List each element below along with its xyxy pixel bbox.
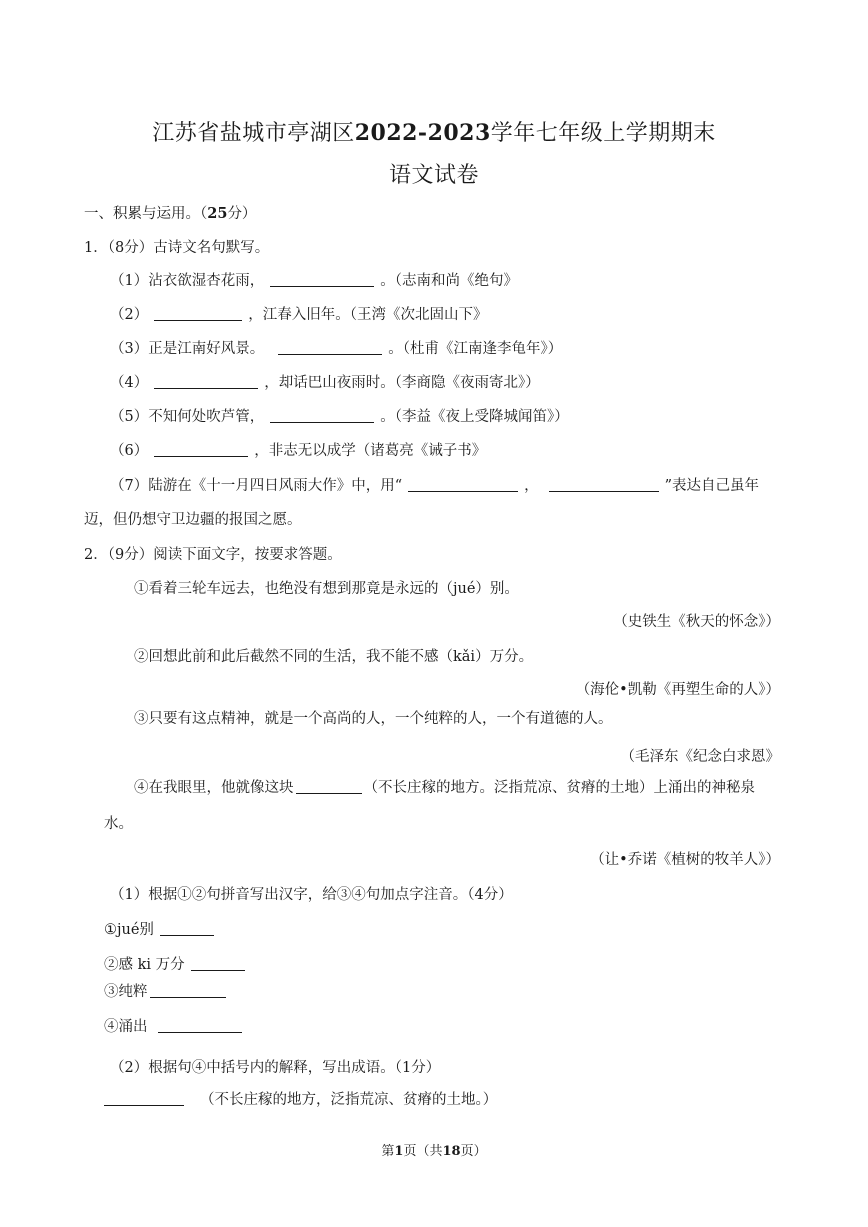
q1-item-1: [110, 271, 518, 291]
q1-item-3: [110, 339, 562, 359]
q2-answer-4-label: ④涌出: [104, 1019, 148, 1035]
q1-item-4-source: ，却话巴山夜雨时。（李商隐《夜雨寄北》）: [264, 375, 540, 391]
q2-answer-2-label: ②感 ki 万分: [104, 957, 185, 973]
answer-blank[interactable]: [191, 956, 245, 971]
answer-blank[interactable]: [158, 1018, 242, 1033]
answer-blank[interactable]: [154, 442, 248, 457]
q1-item-7: [110, 476, 759, 496]
q2-answer-4: [104, 1017, 248, 1037]
footer-text-2: 页（共: [403, 1144, 443, 1159]
q2-answer-3: [104, 982, 232, 1002]
title-suffix: 学年七年级上学期期末: [490, 121, 716, 146]
q1-item-4-text: （4）: [110, 375, 149, 391]
answer-blank[interactable]: [296, 779, 362, 794]
title-year: 2022-2023: [354, 120, 491, 146]
q2-sentence-2: ②回想此前和此后截然不同的生活，我不能不感（kǎi）万分。: [134, 649, 534, 665]
q2-answer-2: [104, 955, 251, 975]
q2-sentence-2-source: （海伦•凯勒《再塑生命的人》）: [575, 682, 780, 698]
answer-blank[interactable]: [408, 477, 518, 492]
title-prefix: 江苏省盐城市亭湖区: [152, 121, 355, 146]
section-heading-prefix: 一、积累与运用。（: [84, 206, 208, 222]
answer-blank[interactable]: [104, 1091, 184, 1106]
q1-item-1-text: （1）沾衣欲湿杏花雨，: [110, 273, 265, 289]
footer-page-number: 1: [394, 1144, 404, 1159]
answer-blank[interactable]: [160, 921, 214, 936]
answer-blank[interactable]: [278, 340, 382, 355]
q2-sub2-prompt: （2）根据句④中括号内的解释，写出成语。（1分）: [110, 1060, 441, 1076]
q2-sub2-explanation: （不长庄稼的地方，泛指荒凉、贫瘠的土地。）: [200, 1092, 498, 1108]
q2-sentence-4-continued: 水。: [104, 816, 133, 832]
q1-item-7-tail: ”表达自己虽年: [664, 478, 760, 494]
q2-sentence-3: ③只要有这点精神，就是一个高尚的人，一个纯粹的人，一个有道德的人。: [134, 711, 613, 727]
q1-item-3-source: 。（杜甫《江南逢李龟年》）: [388, 341, 563, 357]
section-heading-points: 25: [207, 205, 228, 222]
q2-answer-3-label: ③纯粹: [104, 984, 148, 1000]
q1-item-4: [110, 373, 540, 393]
answer-blank[interactable]: [150, 983, 226, 998]
q2-header: 2．（9分）阅读下面文字，按要求答题。: [84, 547, 342, 563]
answer-blank[interactable]: [270, 272, 374, 287]
q1-item-6: [110, 441, 486, 461]
q2-sentence-4-explanation: （不长庄稼的地方。泛指荒凉、贫瘠的土地）上涌出的神秘泉: [363, 780, 755, 796]
q1-item-2-source: ，江春入旧年。（王湾《次北固山下》: [248, 307, 488, 323]
footer-text-3: 页）: [460, 1144, 487, 1159]
q2-answer-1-label: ①jué别: [104, 922, 154, 938]
q1-item-1-source: 。（志南和尚《绝句》: [380, 273, 518, 289]
q1-item-5-source: 。（李益《夜上受降城闻笛》）: [380, 409, 569, 425]
q2-sentence-4: [134, 778, 755, 798]
q2-sentence-1: ①看着三轮车远去，也绝没有想到那竟是永远的（jué）别。: [134, 581, 519, 597]
answer-blank[interactable]: [549, 477, 659, 492]
q1-header: 1．（8分）古诗文名句默写。: [84, 240, 270, 256]
section-heading: [84, 204, 256, 224]
q1-item-6-source: ，非志无以成学（诸葛亮《诫子书》: [254, 443, 487, 459]
q1-item-7-text: （7）陆游在《十一月四日风雨大作》中，用“: [110, 478, 403, 494]
q1-item-5: [110, 407, 569, 427]
footer-text-1: 第: [381, 1144, 395, 1159]
q1-item-2: [110, 305, 487, 325]
q2-sentence-1-source: （史铁生《秋天的怀念》）: [613, 614, 780, 630]
q1-item-7-continued: 迈，但仍想守卫边疆的报国之愿。: [84, 512, 302, 528]
answer-blank[interactable]: [270, 408, 374, 423]
q2-sub2-answer-line: [104, 1090, 497, 1110]
footer-total-pages: 18: [442, 1144, 461, 1159]
q1-item-7-comma: ，: [524, 478, 539, 494]
answer-blank[interactable]: [154, 374, 258, 389]
section-heading-suffix: 分）: [227, 206, 257, 222]
q1-item-2-text: （2）: [110, 307, 149, 323]
exam-title-line1: [0, 116, 868, 147]
exam-title-line2: 语文试卷: [388, 163, 479, 188]
answer-blank[interactable]: [154, 306, 242, 321]
q1-item-6-text: （6）: [110, 443, 149, 459]
q2-sub1-prompt: （1）根据①②句拼音写出汉字，给③④句加点字注音。（4分）: [110, 887, 513, 903]
q2-sentence-4-source: （让•乔诺《植树的牧羊人》）: [590, 852, 780, 868]
q1-item-3-text: （3）正是江南好风景。: [110, 341, 265, 357]
q1-item-5-text: （5）不知何处吹芦管，: [110, 409, 265, 425]
q2-sentence-3-source: （毛泽东《纪念白求恩》: [620, 749, 780, 765]
q2-sentence-4-text: ④在我眼里，他就像这块: [134, 780, 294, 796]
q2-answer-1: [104, 920, 220, 940]
page-footer: [0, 1140, 868, 1159]
